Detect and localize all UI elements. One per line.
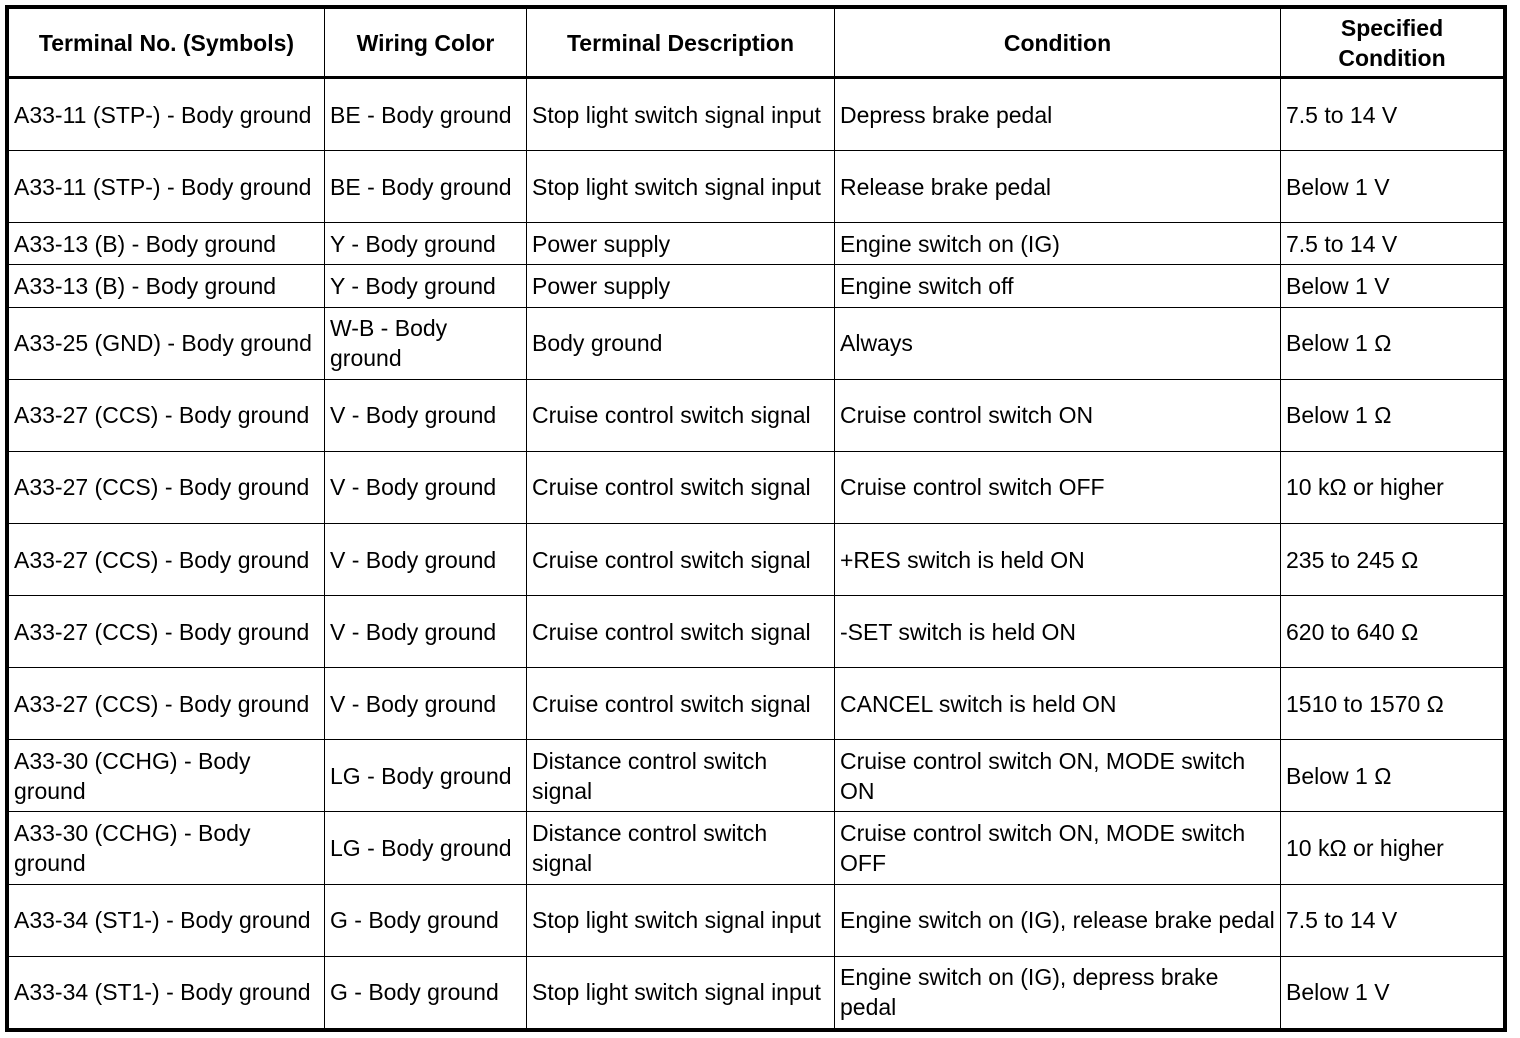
specified-condition-cell: 10 kΩ or higher bbox=[1281, 451, 1504, 523]
description-cell: Stop light switch signal input bbox=[527, 151, 835, 223]
description-cell: Cruise control switch signal bbox=[527, 379, 835, 451]
terminal-spec-table bbox=[8, 8, 1504, 1029]
table-row bbox=[9, 223, 1504, 265]
wiring-color-cell: V - Body ground bbox=[325, 379, 527, 451]
table-row bbox=[9, 379, 1504, 451]
description-cell: Power supply bbox=[527, 223, 835, 265]
specified-condition-cell: Below 1 Ω bbox=[1281, 307, 1504, 379]
table-row bbox=[9, 884, 1504, 956]
specified-condition-cell: Below 1 Ω bbox=[1281, 740, 1504, 812]
condition-cell: CANCEL switch is held ON bbox=[835, 668, 1281, 740]
table-row bbox=[9, 596, 1504, 668]
specified-condition-cell: Below 1 V bbox=[1281, 265, 1504, 307]
terminal-cell: A33-13 (B) - Body ground bbox=[9, 223, 325, 265]
terminal-cell: A33-30 (CCHG) - Body ground bbox=[9, 740, 325, 812]
specified-condition-cell: 235 to 245 Ω bbox=[1281, 524, 1504, 596]
specified-condition-cell: 7.5 to 14 V bbox=[1281, 78, 1504, 151]
condition-cell: Cruise control switch ON, MODE switch OFF bbox=[835, 812, 1281, 884]
wiring-color-cell: V - Body ground bbox=[325, 451, 527, 523]
condition-cell: Depress brake pedal bbox=[835, 78, 1281, 151]
specified-condition-cell: 10 kΩ or higher bbox=[1281, 812, 1504, 884]
header-terminal-description: Terminal Description bbox=[527, 9, 835, 78]
terminal-cell: A33-25 (GND) - Body ground bbox=[9, 307, 325, 379]
header-wiring-color: Wiring Color bbox=[325, 9, 527, 78]
condition-cell: Release brake pedal bbox=[835, 151, 1281, 223]
condition-cell: Cruise control switch ON, MODE switch ON bbox=[835, 740, 1281, 812]
wiring-color-cell: V - Body ground bbox=[325, 524, 527, 596]
wiring-color-cell: G - Body ground bbox=[325, 956, 527, 1028]
terminal-cell: A33-27 (CCS) - Body ground bbox=[9, 596, 325, 668]
wiring-color-cell: W-B - Body ground bbox=[325, 307, 527, 379]
description-cell: Stop light switch signal input bbox=[527, 956, 835, 1028]
specified-condition-cell: Below 1 Ω bbox=[1281, 379, 1504, 451]
description-cell: Cruise control switch signal bbox=[527, 596, 835, 668]
wiring-color-cell: LG - Body ground bbox=[325, 812, 527, 884]
table-row bbox=[9, 78, 1504, 151]
description-cell: Cruise control switch signal bbox=[527, 524, 835, 596]
wiring-color-cell: Y - Body ground bbox=[325, 265, 527, 307]
wiring-color-cell: Y - Body ground bbox=[325, 223, 527, 265]
specified-condition-cell: 7.5 to 14 V bbox=[1281, 884, 1504, 956]
header-specified-condition: Specified Condition bbox=[1281, 9, 1504, 78]
specified-condition-cell: 620 to 640 Ω bbox=[1281, 596, 1504, 668]
table-row bbox=[9, 740, 1504, 812]
condition-cell: Always bbox=[835, 307, 1281, 379]
table-row bbox=[9, 956, 1504, 1028]
table-row bbox=[9, 151, 1504, 223]
table-row bbox=[9, 524, 1504, 596]
table-row bbox=[9, 812, 1504, 884]
description-cell: Stop light switch signal input bbox=[527, 78, 835, 151]
table-row bbox=[9, 668, 1504, 740]
condition-cell: +RES switch is held ON bbox=[835, 524, 1281, 596]
terminal-spec-table-container bbox=[5, 5, 1507, 1032]
condition-cell: Cruise control switch ON bbox=[835, 379, 1281, 451]
table-row bbox=[9, 307, 1504, 379]
terminal-cell: A33-13 (B) - Body ground bbox=[9, 265, 325, 307]
terminal-cell: A33-30 (CCHG) - Body ground bbox=[9, 812, 325, 884]
condition-cell: -SET switch is held ON bbox=[835, 596, 1281, 668]
wiring-color-cell: V - Body ground bbox=[325, 596, 527, 668]
terminal-cell: A33-34 (ST1-) - Body ground bbox=[9, 956, 325, 1028]
terminal-cell: A33-27 (CCS) - Body ground bbox=[9, 451, 325, 523]
wiring-color-cell: BE - Body ground bbox=[325, 78, 527, 151]
wiring-color-cell: BE - Body ground bbox=[325, 151, 527, 223]
description-cell: Cruise control switch signal bbox=[527, 451, 835, 523]
specified-condition-cell: 1510 to 1570 Ω bbox=[1281, 668, 1504, 740]
description-cell: Distance control switch signal bbox=[527, 740, 835, 812]
description-cell: Stop light switch signal input bbox=[527, 884, 835, 956]
terminal-cell: A33-34 (ST1-) - Body ground bbox=[9, 884, 325, 956]
terminal-cell: A33-27 (CCS) - Body ground bbox=[9, 379, 325, 451]
specified-condition-cell: Below 1 V bbox=[1281, 956, 1504, 1028]
description-cell: Cruise control switch signal bbox=[527, 668, 835, 740]
terminal-cell: A33-27 (CCS) - Body ground bbox=[9, 524, 325, 596]
table-header-row bbox=[9, 9, 1504, 78]
condition-cell: Engine switch off bbox=[835, 265, 1281, 307]
wiring-color-cell: G - Body ground bbox=[325, 884, 527, 956]
wiring-color-cell: LG - Body ground bbox=[325, 740, 527, 812]
table-row bbox=[9, 265, 1504, 307]
header-condition: Condition bbox=[835, 9, 1281, 78]
specified-condition-cell: Below 1 V bbox=[1281, 151, 1504, 223]
specified-condition-cell: 7.5 to 14 V bbox=[1281, 223, 1504, 265]
condition-cell: Engine switch on (IG) bbox=[835, 223, 1281, 265]
description-cell: Body ground bbox=[527, 307, 835, 379]
condition-cell: Cruise control switch OFF bbox=[835, 451, 1281, 523]
condition-cell: Engine switch on (IG), depress brake pedal bbox=[835, 956, 1281, 1028]
table-row bbox=[9, 451, 1504, 523]
description-cell: Distance control switch signal bbox=[527, 812, 835, 884]
terminal-cell: A33-11 (STP-) - Body ground bbox=[9, 78, 325, 151]
terminal-cell: A33-27 (CCS) - Body ground bbox=[9, 668, 325, 740]
terminal-cell: A33-11 (STP-) - Body ground bbox=[9, 151, 325, 223]
description-cell: Power supply bbox=[527, 265, 835, 307]
condition-cell: Engine switch on (IG), release brake pedal bbox=[835, 884, 1281, 956]
header-terminal-no: Terminal No. (Symbols) bbox=[9, 9, 325, 78]
wiring-color-cell: V - Body ground bbox=[325, 668, 527, 740]
